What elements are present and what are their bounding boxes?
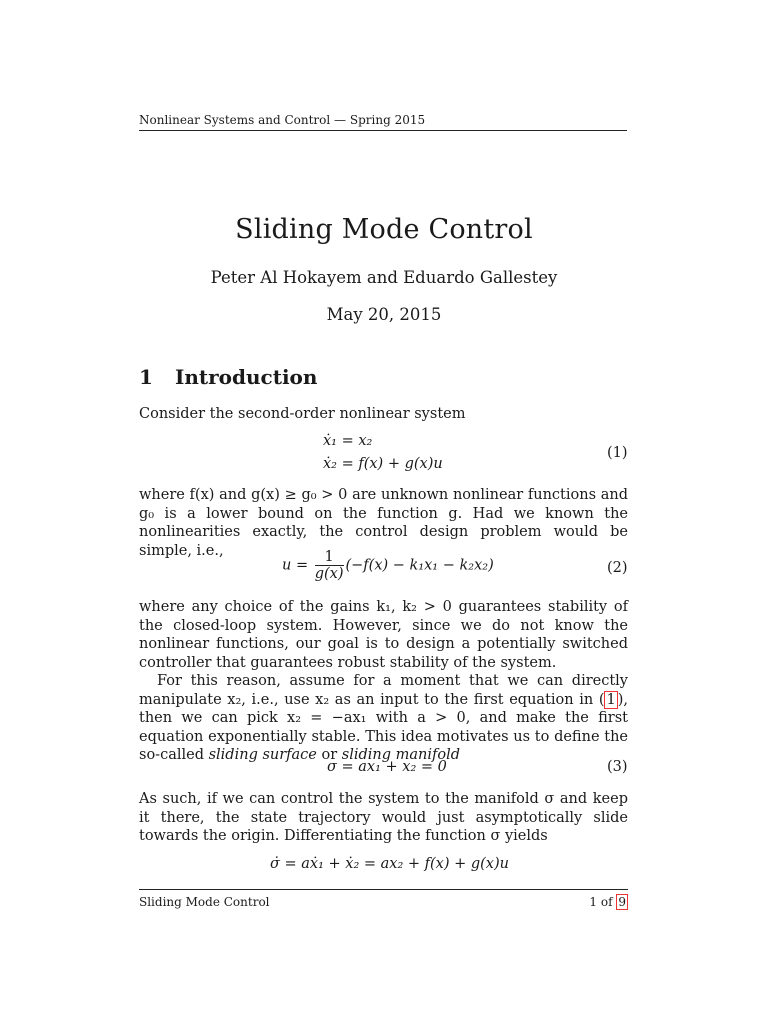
paper-date: May 20, 2015 xyxy=(326,305,442,324)
paragraph-5: As such, if we can control the system to the manifold σ and keep it there, the state trajectory would just asymptotically slide towards the origin. Differentiating the function σ yields xyxy=(139,791,628,845)
section-heading xyxy=(139,365,317,389)
term-sliding-manifold: sliding manifold xyxy=(341,747,461,764)
paragraph-4-part-a: For this reason, assume for a moment that we can directly manipulate x₂, i.e., use x₂ as an input to the first equation in ( xyxy=(139,673,628,708)
paragraph-4-part-c: or xyxy=(316,747,342,764)
equation-2 xyxy=(282,549,494,582)
section-number: 1 xyxy=(139,365,153,389)
term-sliding-surface: sliding surface xyxy=(208,747,317,764)
paper-title: Sliding Mode Control xyxy=(235,214,533,245)
equation-1-number: (1) xyxy=(607,445,628,461)
equation-2-lhs: u = xyxy=(282,557,309,574)
footer-page-prefix: 1 of xyxy=(589,895,617,909)
paragraph-4-part-b: ), then we can pick x₂ = −ax₁ with a > 0, and make the first equation exponentially stable. This idea motivates us to define the so-called xyxy=(139,691,628,764)
page-total-link[interactable]: 9 xyxy=(618,895,626,909)
authors: Peter Al Hokayem and Eduardo Gallestey xyxy=(210,268,558,287)
equation-2-denominator: g(x) xyxy=(314,566,344,582)
paragraph-1: Consider the second-order nonlinear system xyxy=(139,406,466,422)
equation-2-fraction xyxy=(315,549,344,582)
footer-rule xyxy=(139,889,628,890)
paragraph-3: where any choice of the gains k₁, k₂ > 0 guarantees stability of the closed-loop system. However, since we do not know the nonlinear functions, our goal is to design a potentially switched controller that guarantees robust stability of the system. xyxy=(139,599,628,671)
running-head: Nonlinear Systems and Control — Spring 2015 xyxy=(139,113,627,131)
equation-3-number: (3) xyxy=(607,759,628,775)
equation-2-rest: (−f(x) − k₁x₁ − k₂x₂) xyxy=(345,557,494,574)
equation-4: σ̇ = aẋ₁ + ẋ₂ = ax₂ + f(x) + g(x)u xyxy=(270,856,509,872)
footer-title: Sliding Mode Control xyxy=(139,895,270,909)
equation-2-number: (2) xyxy=(607,560,628,576)
equation-1-line-2: ẋ₂ = f(x) + g(x)u xyxy=(323,456,443,472)
equation-2-numerator: 1 xyxy=(315,549,344,566)
equation-3: σ = ax₁ + x₂ = 0 xyxy=(327,759,447,775)
equation-reference-link[interactable]: 1 xyxy=(606,691,616,708)
section-title: Introduction xyxy=(175,365,318,389)
footer-page-number xyxy=(560,895,628,909)
paragraph-4 xyxy=(139,672,628,765)
paragraph-2: where f(x) and g(x) ≥ g₀ > 0 are unknown nonlinear functions and g₀ is a lower bound on the function g. Had we known the nonlinearities exactly, the control design problem would be simple, i.e., xyxy=(139,487,628,559)
equation-1-line-1: ẋ₁ = x₂ xyxy=(323,433,373,449)
